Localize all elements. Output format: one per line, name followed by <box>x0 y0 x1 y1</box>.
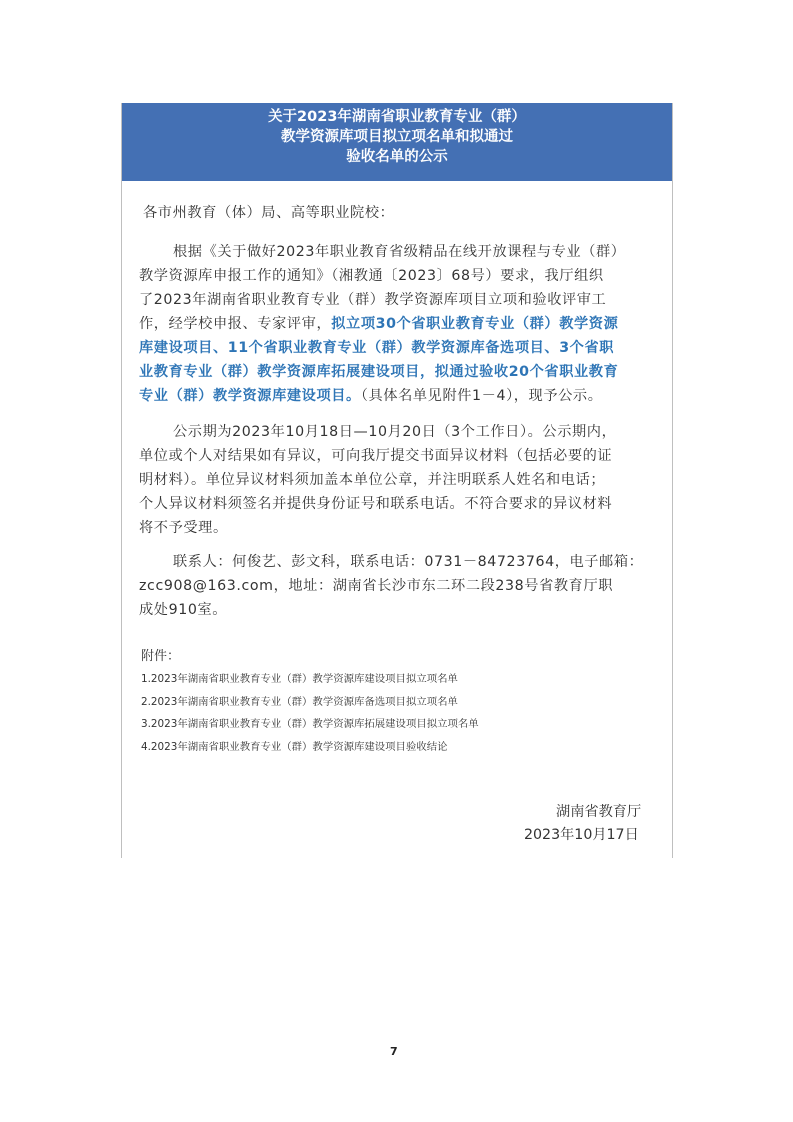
para3-line: zcc908@163.com，地址：湖南省长沙市东二环二段238号省教育厅职 <box>139 578 614 594</box>
attachments-label: 附件： <box>141 649 181 664</box>
paragraph-announcement <box>139 240 669 408</box>
para1-line <box>139 384 669 408</box>
para1-line: 教学资源库申报工作的通知》（湘教通〔2023〕68号）要求，我厅组织 <box>139 268 604 284</box>
para1-line <box>139 312 669 336</box>
signature-date: 2023年10月17日 <box>524 827 639 843</box>
para2-line: 将不予受理。 <box>139 520 228 536</box>
para1-emphasis-line: 库建设项目、11个省职业教育专业（群）教学资源库备选项目、3个省职 <box>139 340 615 356</box>
para1-line: 了2023年湖南省职业教育专业（群）教学资源库项目立项和验收评审工 <box>139 292 607 308</box>
attachment-item[interactable]: 1.2023年湖南省职业教育专业（群）教学资源库建设项目拟立项名单 <box>141 673 458 685</box>
para3-line: 联系人：何俊艺、彭文科，联系电话：0731－84723764，电子邮箱： <box>173 554 644 570</box>
title-line-1: 关于2023年湖南省职业教育专业（群） <box>268 109 526 125</box>
para1-emphasis-line: 业教育专业（群）教学资源库拓展建设项目，拟通过验收20个省职业教育 <box>139 364 619 380</box>
paragraph-contact <box>139 550 669 622</box>
attachment-item[interactable]: 4.2023年湖南省职业教育专业（群）教学资源库建设项目验收结论 <box>141 740 448 753</box>
para2-line: 单位或个人对结果如有异议，可向我厅提交书面异议材料（包括必要的证 <box>139 448 613 464</box>
para1-emphasis: 拟立项30个省职业教育专业（群）教学资源 <box>331 316 619 332</box>
attachment-item[interactable]: 3.2023年湖南省职业教育专业（群）教学资源库拓展建设项目拟立项名单 <box>141 718 479 730</box>
page-number: 7 <box>390 1045 398 1058</box>
paragraph-publicity-period <box>139 420 669 540</box>
para1-text: 作，经学校申报、专家评审， <box>139 316 332 332</box>
para2-line: 公示期为2023年10月18日—10月20日（3个工作日）。公示期内， <box>173 424 617 440</box>
para2-line: 个人异议材料须签名并提供身份证号和联系电话。不符合要求的异议材料 <box>139 496 613 512</box>
notice-title-banner <box>122 103 672 181</box>
para1-emphasis: 专业（群）教学资源库建设项目。 <box>139 388 361 404</box>
para3-line: 成处910室。 <box>139 602 228 618</box>
para1-text: （具体名单见附件1－4），现予公示。 <box>360 388 603 404</box>
attachment-item[interactable]: 2.2023年湖南省职业教育专业（群）教学资源库备选项目拟立项名单 <box>141 695 458 708</box>
title-line-2: 教学资源库项目拟立项名单和拟通过 <box>281 129 513 145</box>
signature-org: 湖南省教育厅 <box>556 804 642 820</box>
title-line-3: 验收名单的公示 <box>346 149 448 165</box>
salutation: 各市州教育（体）局、高等职业院校： <box>143 205 395 221</box>
attachments-list <box>141 671 479 761</box>
para2-line: 明材料）。单位异议材料须加盖本单位公章，并注明联系人姓名和电话； <box>139 472 606 488</box>
para1-line: 根据《关于做好2023年职业教育省级精品在线开放课程与专业（群） <box>173 244 626 260</box>
